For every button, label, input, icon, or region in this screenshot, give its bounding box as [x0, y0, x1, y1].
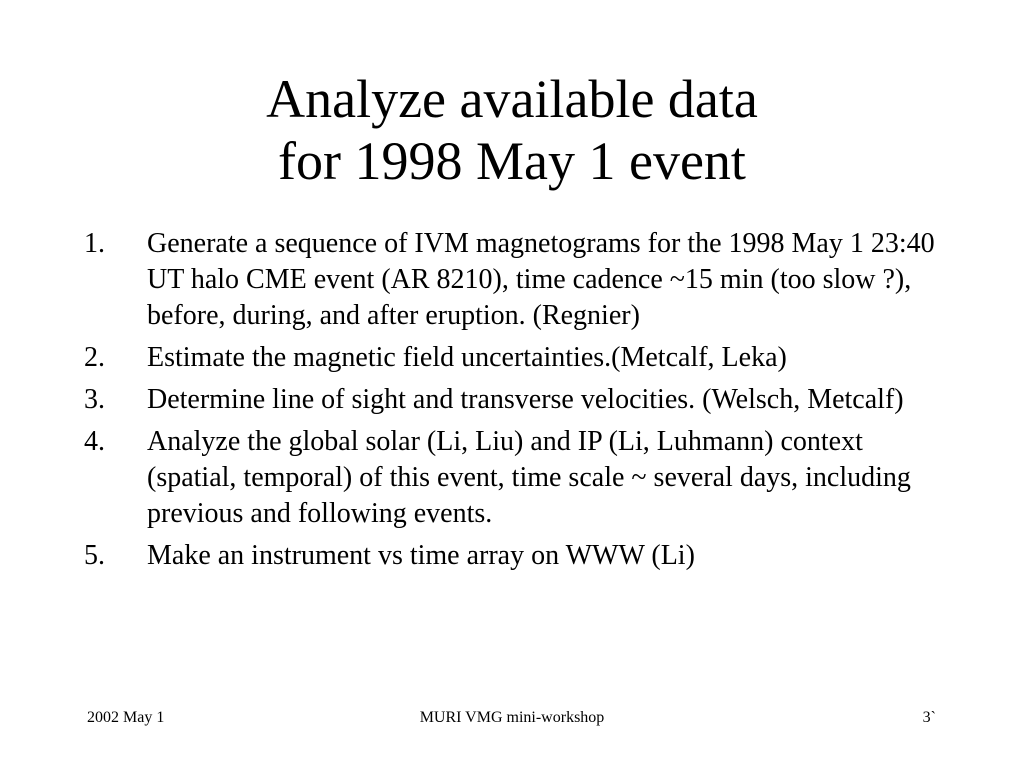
footer-date: 2002 May 1	[87, 709, 165, 726]
list-item-text: Determine line of sight and transverse velocities. (Welsch, Metcalf)	[147, 384, 904, 415]
list-item-text: Estimate the magnetic field uncertainties.(Metcalf, Leka)	[147, 342, 787, 373]
list-item	[84, 226, 944, 334]
list-item-number: 2.	[84, 342, 105, 373]
list-item-number: 5.	[84, 540, 105, 571]
footer-page-number: 3`	[922, 709, 936, 726]
list-item-text: Analyze the global solar (Li, Liu) and IP (Li, Luhmann) context (spatial, temporal) of this event, time scale ~ several days, including previous and following events.	[147, 426, 911, 529]
numbered-list	[84, 226, 944, 580]
footer-event: MURI VMG mini-workshop	[419, 709, 605, 726]
list-item	[84, 382, 944, 418]
list-item-text: Generate a sequence of IVM magnetograms for the 1998 May 1 23:40 UT halo CME event (AR 8210), time cadence ~15 min (too slow ?), before, during, and after eruption. (Regnier)	[147, 228, 935, 331]
list-item	[84, 424, 944, 532]
title-line-1: Analyze available data	[266, 69, 758, 129]
list-item	[84, 340, 944, 376]
slide-title	[0, 68, 1024, 192]
list-item-number: 4.	[84, 426, 105, 457]
title-line-2: for 1998 May 1 event	[278, 131, 746, 191]
list-item-number: 3.	[84, 384, 105, 415]
list-item	[84, 538, 944, 574]
list-item-number: 1.	[84, 228, 105, 259]
list-item-text: Make an instrument vs time array on WWW (Li)	[147, 540, 695, 571]
